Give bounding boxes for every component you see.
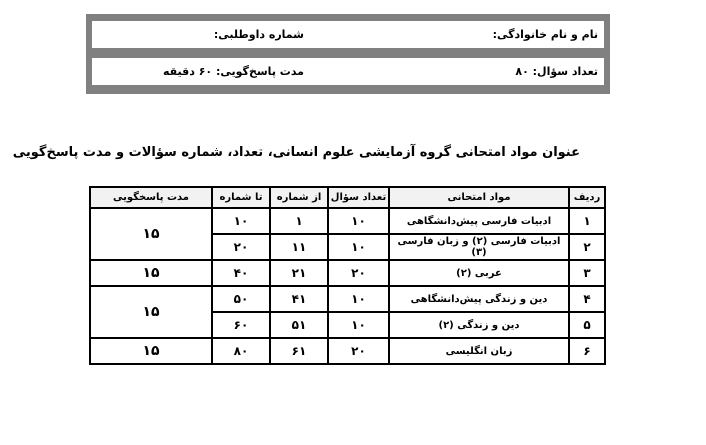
table-row [90, 208, 605, 234]
cell-from: ۱۱ [270, 234, 328, 260]
cell-subject: عربی (۲) [389, 260, 569, 286]
name-label: نام و نام خانوادگی: [492, 28, 598, 41]
table-row [90, 338, 605, 364]
info-row-questions [92, 58, 604, 85]
cell-row-no: ۵ [569, 312, 605, 338]
cell-from: ۲۱ [270, 260, 328, 286]
candidate-info-box [86, 14, 610, 94]
cell-to: ۸۰ [212, 338, 270, 364]
cell-count: ۱۰ [328, 286, 389, 312]
cell-count: ۱۰ [328, 208, 389, 234]
cell-count: ۲۰ [328, 338, 389, 364]
header-count: تعداد سؤال [328, 187, 389, 208]
cell-subject: دین و زندگی پیش‌دانشگاهی [389, 286, 569, 312]
cell-to: ۲۰ [212, 234, 270, 260]
cell-row-no: ۳ [569, 260, 605, 286]
page-title: عنوان مواد امتحانی گروه آزمایشی علوم انسانی، تعداد، شماره سؤالات و مدت پاسخ‌گویی [12, 145, 580, 160]
cell-from: ۴۱ [270, 286, 328, 312]
cell-duration: ۱۵ [90, 286, 212, 338]
cell-subject: دین و زندگی (۲) [389, 312, 569, 338]
table-row [90, 286, 605, 312]
cell-duration: ۱۵ [90, 260, 212, 286]
cell-subject: زبان انگلیسی [389, 338, 569, 364]
cell-count: ۲۰ [328, 260, 389, 286]
cell-from: ۶۱ [270, 338, 328, 364]
cell-count: ۱۰ [328, 234, 389, 260]
cell-to: ۵۰ [212, 286, 270, 312]
subjects-table [89, 186, 606, 365]
table-header-row [90, 187, 605, 208]
question-count-label: تعداد سؤال: ۸۰ [515, 65, 598, 78]
cell-row-no: ۱ [569, 208, 605, 234]
header-subject: مواد امتحانی [389, 187, 569, 208]
header-duration: مدت پاسخگویی [90, 187, 212, 208]
cell-duration: ۱۵ [90, 338, 212, 364]
cell-row-no: ۶ [569, 338, 605, 364]
cell-duration: ۱۵ [90, 208, 212, 260]
header-from: از شماره [270, 187, 328, 208]
cell-to: ۴۰ [212, 260, 270, 286]
cell-row-no: ۴ [569, 286, 605, 312]
table-row [90, 260, 605, 286]
cell-row-no: ۲ [569, 234, 605, 260]
header-to: تا شماره [212, 187, 270, 208]
header-row-no: ردیف [569, 187, 605, 208]
cell-to: ۱۰ [212, 208, 270, 234]
cell-from: ۱ [270, 208, 328, 234]
cell-to: ۶۰ [212, 312, 270, 338]
cell-count: ۱۰ [328, 312, 389, 338]
cell-subject: ادبیات فارسی (۲) و زبان فارسی (۳) [389, 234, 569, 260]
info-row-name [92, 21, 604, 48]
cell-subject: ادبیات فارسی پیش‌دانشگاهی [389, 208, 569, 234]
answer-time-label: مدت پاسخ‌گویی: ۶۰ دقیقه [162, 65, 304, 78]
cell-from: ۵۱ [270, 312, 328, 338]
candidate-number-label: شماره داوطلبی: [213, 28, 304, 41]
